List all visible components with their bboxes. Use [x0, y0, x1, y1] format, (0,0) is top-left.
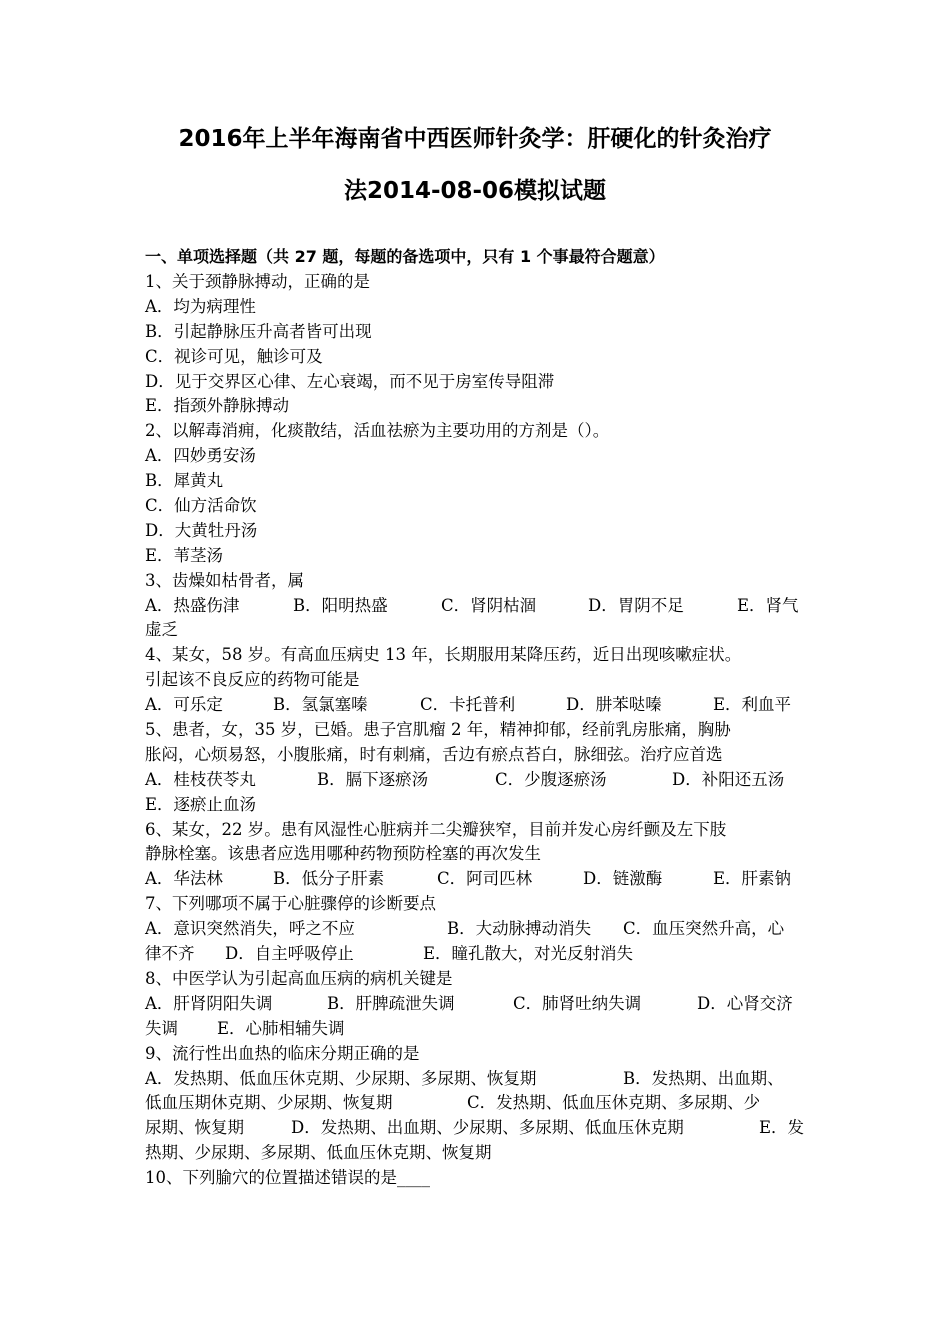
option: A．肝肾阴阳失调	[145, 993, 273, 1013]
option: A．均为病理性	[145, 296, 256, 316]
option: B．犀黄丸	[145, 471, 224, 491]
text-line	[145, 643, 815, 668]
text-line	[145, 594, 815, 619]
text-line	[145, 544, 815, 569]
text-line	[145, 917, 815, 942]
text-line	[145, 992, 815, 1017]
option: E．瞳孔散大，对光反射消失	[423, 944, 634, 964]
option: D．链激酶	[583, 869, 663, 889]
question: 10、下列腧穴的位置描述错误的是____	[145, 1168, 430, 1188]
question: 4、某女，58 岁。有高血压病史 13 年，长期服用某降压药，近日出现咳嗽症状。	[145, 645, 742, 665]
line-segment: 胀闷，心烦易怒，小腹胀痛，时有刺痛，舌边有瘀点苔白，脉细弦。治疗应首选	[145, 744, 723, 764]
question: 7、下列哪项不属于心脏骤停的诊断要点	[145, 894, 436, 914]
text-line	[145, 768, 815, 793]
option: C．发热期、低血压休克期、多尿期、少	[467, 1093, 761, 1113]
text-line	[145, 345, 815, 370]
document-title-line-1: 2016年上半年海南省中西医师针灸学：肝硬化的针灸治疗	[178, 126, 772, 152]
option: C．卡托普利	[420, 695, 516, 715]
option: B．肝脾疏泄失调	[327, 993, 455, 1013]
text-line	[145, 693, 815, 718]
option: A．桂枝茯苓丸	[145, 769, 256, 789]
line-segment: 静脉栓塞。该患者应选用哪种药物预防栓塞的再次发生	[145, 844, 541, 864]
option: A．四妙勇安汤	[145, 446, 256, 466]
option: D．心肾交济	[697, 993, 793, 1013]
text-line	[145, 818, 815, 843]
line-segment: 低血压期休克期、少尿期、恢复期	[145, 1093, 393, 1113]
line-segment: 失调	[145, 1018, 178, 1038]
option: D．胃阴不足	[588, 595, 684, 615]
option: D．补阳还五汤	[672, 769, 785, 789]
option: C．肾阴枯涸	[441, 595, 537, 615]
option: E．发	[759, 1118, 805, 1138]
option: C．阿司匹林	[437, 869, 533, 889]
text-line	[145, 270, 815, 295]
question: 3、齿燥如枯骨者，属	[145, 570, 304, 590]
text-line	[145, 1091, 815, 1116]
text-line	[145, 370, 815, 395]
option: A．热盛伤津	[145, 595, 240, 615]
option: C．仙方活命饮	[145, 496, 257, 516]
text-line	[145, 842, 815, 867]
line-segment: 尿期、恢复期	[145, 1118, 244, 1138]
text-line	[145, 320, 815, 345]
option: E．心肺相辅失调	[217, 1018, 345, 1038]
text-line	[145, 1017, 815, 1042]
option: E．逐瘀止血汤	[145, 794, 257, 814]
option: A．可乐定	[145, 695, 223, 715]
option: B．阳明热盛	[293, 595, 388, 615]
option: E．肾气	[737, 595, 799, 615]
line-segment: 律不齐	[145, 944, 195, 964]
text-line	[145, 892, 815, 917]
option: E．利血平	[713, 695, 792, 715]
option: D．见于交界区心律、左心衰竭，而不见于房室传导阻滞	[145, 371, 555, 391]
line-segment: 1、关于颈静脉搏动，正确的是	[145, 272, 370, 291]
text-line	[145, 793, 815, 818]
option: B．大动脉搏动消失	[447, 919, 592, 939]
text-line	[145, 743, 815, 768]
option: C．肺肾吐纳失调	[513, 993, 642, 1013]
option: C．血压突然升高，心	[623, 919, 785, 939]
option: B．氢氯塞嗪	[273, 695, 368, 715]
text-line	[145, 967, 815, 992]
option: D．自主呼吸停止	[225, 944, 354, 964]
line-segment: 引起该不良反应的药物可能是	[145, 670, 360, 690]
text-line	[145, 1042, 815, 1067]
text-line	[145, 718, 815, 743]
text-line	[145, 295, 815, 320]
question: 2、以解毒消痈，化痰散结，活血祛瘀为主要功用的方剂是（）。	[145, 421, 610, 441]
option: A．华法林	[145, 869, 223, 889]
text-line	[145, 394, 815, 419]
option: B．引起静脉压升高者皆可出现	[145, 321, 372, 341]
option: B．膈下逐瘀汤	[317, 769, 429, 789]
option: B．发热期、出血期、	[623, 1068, 784, 1088]
text-line	[145, 867, 815, 892]
text-line	[145, 1141, 815, 1166]
option: D．肼苯哒嗪	[566, 695, 662, 715]
text-line	[145, 494, 815, 519]
option: E．指颈外静脉搏动	[145, 396, 290, 416]
line-segment: 热期、少尿期、多尿期、低血压休克期、恢复期	[145, 1143, 492, 1163]
option: E．苇茎汤	[145, 545, 224, 565]
option: D．大黄牡丹汤	[145, 520, 258, 540]
text-line	[145, 519, 815, 544]
option: E．肝素钠	[713, 869, 792, 889]
text-line	[145, 1166, 815, 1191]
text-line	[145, 618, 815, 643]
text-line	[145, 469, 815, 494]
option: A．发热期、低血压休克期、少尿期、多尿期、恢复期	[145, 1068, 537, 1088]
text-line	[145, 444, 815, 469]
question: 9、流行性出血热的临床分期正确的是	[145, 1043, 420, 1063]
option: B．低分子肝素	[273, 869, 385, 889]
option: A．意识突然消失，呼之不应	[145, 919, 355, 939]
option: C．少腹逐瘀汤	[495, 769, 607, 789]
text-line	[145, 668, 815, 693]
text-line	[145, 569, 815, 594]
option: C．视诊可见，触诊可及	[145, 346, 323, 366]
document-title-line-2: 法2014-08-06模拟试题	[343, 178, 607, 204]
question: 5、患者，女，35 岁，已婚。患子宫肌瘤 2 年，精神抑郁，经前乳房胀痛，胸胁	[145, 720, 731, 740]
text-line	[145, 1116, 815, 1141]
question: 6、某女，22 岁。患有风湿性心脏病并二尖瓣狭窄，目前并发心房纤颤及左下肢	[145, 819, 727, 839]
line-segment: 虚乏	[145, 620, 178, 640]
section-heading: 一、单项选择题（共 27 题，每题的备选项中，只有 1 个事最符合题意）	[145, 247, 665, 266]
text-line	[145, 942, 815, 967]
option: D．发热期、出血期、少尿期、多尿期、低血压休克期	[291, 1118, 684, 1138]
question: 8、中医学认为引起高血压病的病机关键是	[145, 968, 453, 988]
text-line	[145, 1067, 815, 1092]
question-body	[145, 270, 815, 1191]
text-line	[145, 419, 815, 444]
